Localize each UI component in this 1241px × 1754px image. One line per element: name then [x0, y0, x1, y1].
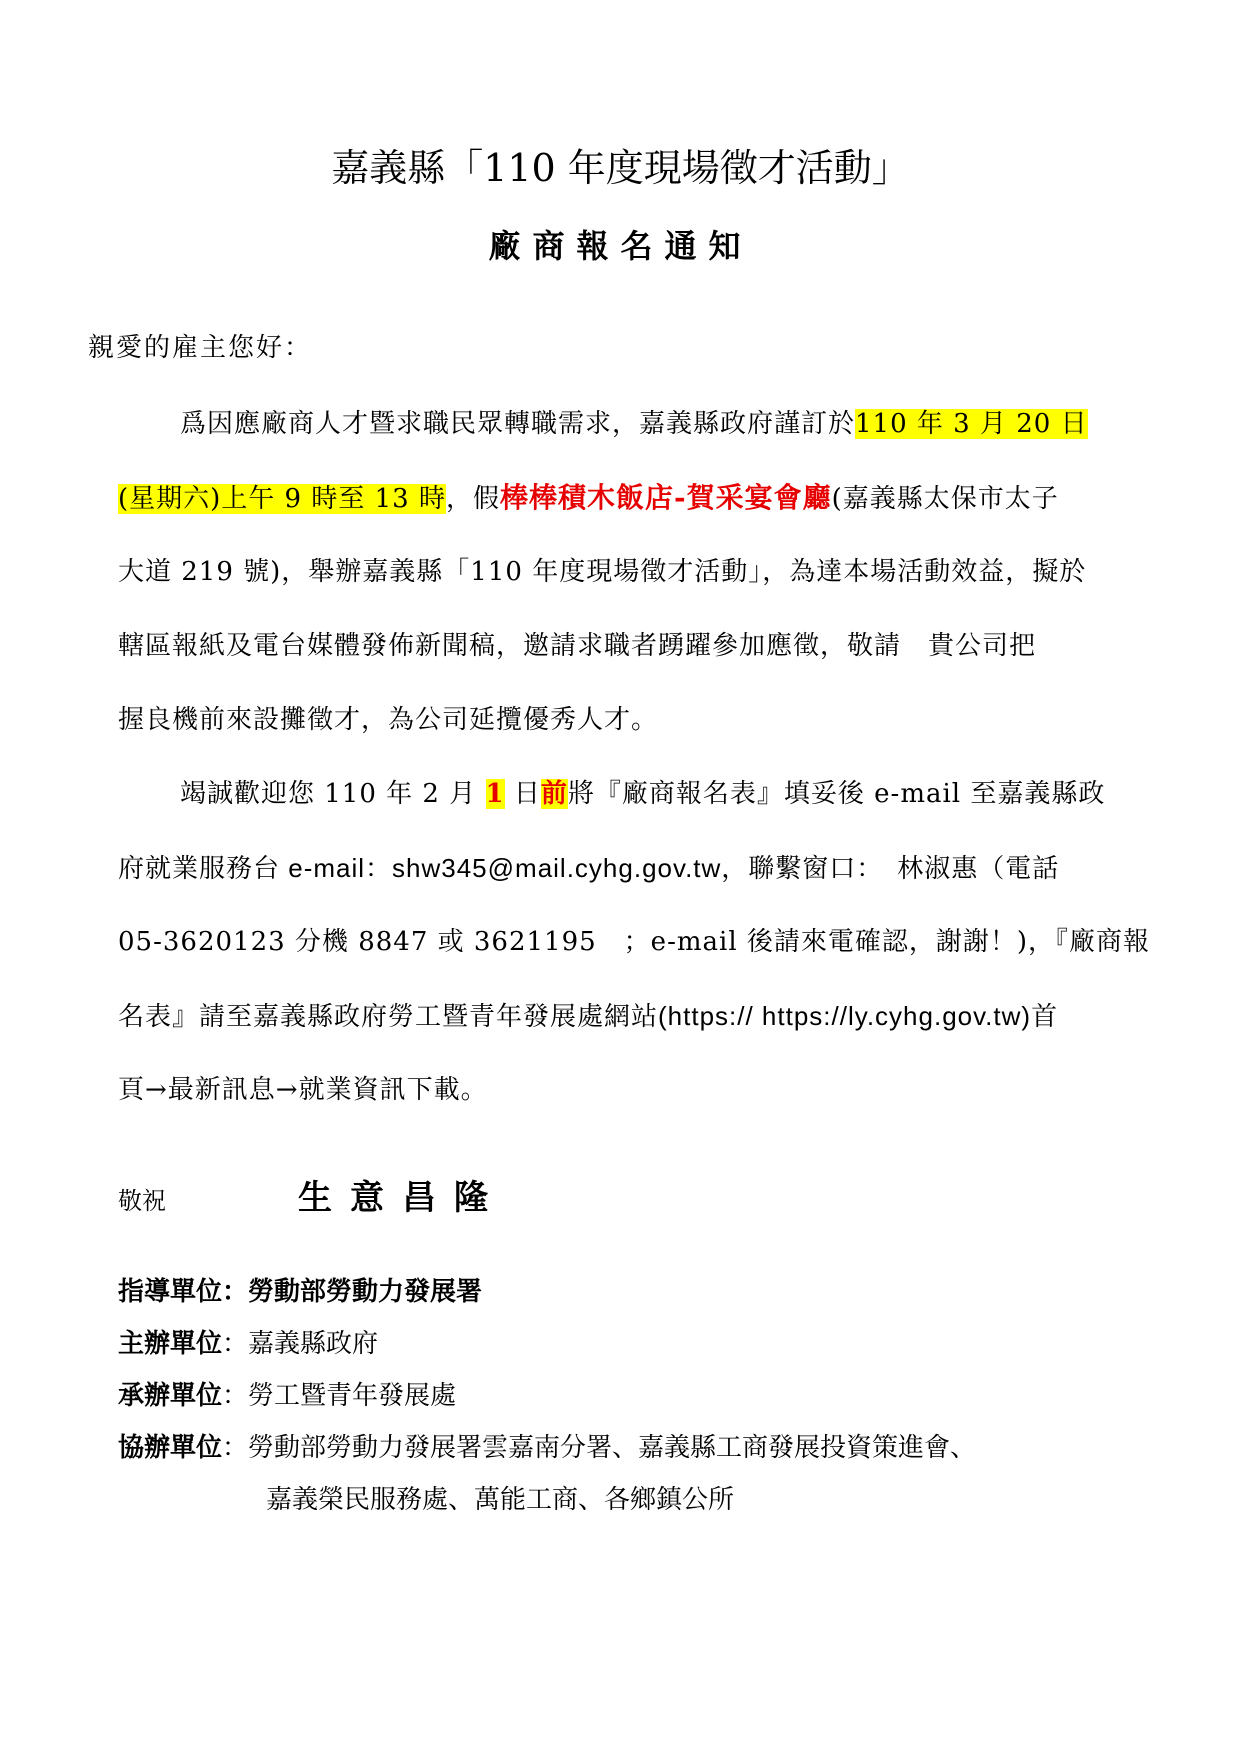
deadline-instruction: 將『廠商報名表』填妥後 e-mail 至嘉義縣政 — [567, 779, 1106, 809]
org-organizer-label: 承辦單位 — [118, 1381, 223, 1411]
org-organizer-colon: ： — [222, 1381, 249, 1411]
venue-address-start: (嘉義縣太保市太子 — [831, 484, 1059, 514]
website-intro: 名表』請至嘉義縣政府勞工暨青年發展處網站 — [118, 1002, 659, 1032]
website-link[interactable]: (https:// https://ly.cyhg.gov.tw) — [658, 1001, 1032, 1031]
service-desk-label: 府就業服務台 — [118, 854, 281, 884]
event-date: 110 年 3 月 20 日 — [855, 409, 1088, 439]
org-organizer-value: 勞工暨青年發展處 — [248, 1381, 457, 1411]
deadline-intro: 竭誠歡迎您 110 年 2 月 — [180, 779, 477, 809]
greeting: 親愛的雇主您好： — [88, 333, 313, 363]
org-guide-label: 指導單位 — [118, 1277, 223, 1307]
org-host-colon: ： — [222, 1329, 249, 1359]
para1-intro-text: 爲因應廠商人才暨求職民眾轉職需求，嘉義縣政府謹訂於 — [180, 409, 856, 439]
deadline-day: 1 — [485, 779, 505, 809]
para1-connector: ，假 — [445, 484, 500, 514]
closing-salutation: 敬祝 — [118, 1187, 166, 1215]
closing-blessing: 生意昌隆 — [298, 1178, 506, 1218]
event-time: (星期六)上午 9 時至 13 時 — [118, 484, 446, 514]
page-subtitle: 廠商報名通知 — [488, 227, 753, 265]
deadline-day-unit: 日 — [513, 779, 541, 809]
para2-line1 — [180, 772, 1105, 816]
org-co-value-1: 勞動部勞動力發展署雲嘉南分署、嘉義縣工商發展投資策進會、 — [248, 1433, 977, 1463]
org-co-line2: 嘉義榮民服務處、萬能工商、各鄉鎮公所 — [266, 1485, 735, 1515]
para1-line5: 握良機前來設攤徵才，為公司延攬優秀人才。 — [118, 705, 659, 735]
org-host — [118, 1322, 378, 1366]
org-guide — [118, 1270, 482, 1314]
para2-line2 — [118, 846, 1059, 891]
para1-line1 — [180, 402, 1088, 446]
deadline-before: 前 — [540, 779, 568, 809]
org-co — [118, 1426, 976, 1470]
org-guide-value: 勞動部勞動力發展署 — [248, 1277, 483, 1307]
org-host-label: 主辦單位 — [118, 1329, 223, 1359]
contact-person: ，聯繫窗口： 林淑惠（電話 — [721, 854, 1060, 884]
org-co-colon: ： — [222, 1433, 249, 1463]
org-guide-colon: ： — [222, 1277, 249, 1307]
page-title: 嘉義縣「110 年度現場徵才活動」 — [331, 146, 910, 190]
event-venue: 棒棒積木飯店-賀采宴會廳 — [500, 481, 832, 514]
website-suffix: 首 — [1031, 1002, 1059, 1032]
org-co-label: 協辦單位 — [118, 1433, 223, 1463]
contact-email[interactable]: e-mail：shw345@mail.cyhg.gov.tw — [280, 853, 722, 883]
para1-line2 — [118, 476, 1059, 521]
para2-line3: 05-3620123 分機 8847 或 3621195 ；e-mail 後請來電確認，謝謝！)，『廠商報 — [118, 927, 1151, 957]
para1-line4: 轄區報紙及電台媒體發佈新聞稿，邀請求職者踴躍參加應徵，敬請 貴公司把 — [118, 631, 1037, 661]
para2-line5: 頁→最新訊息→就業資訊下載。 — [118, 1075, 488, 1105]
para2-line4 — [118, 994, 1058, 1039]
para1-line3: 大道 219 號)，舉辦嘉義縣「110 年度現場徵才活動」，為達本場活動效益，擬於 — [118, 557, 1087, 587]
org-host-value: 嘉義縣政府 — [248, 1329, 379, 1359]
org-organizer — [118, 1374, 456, 1418]
